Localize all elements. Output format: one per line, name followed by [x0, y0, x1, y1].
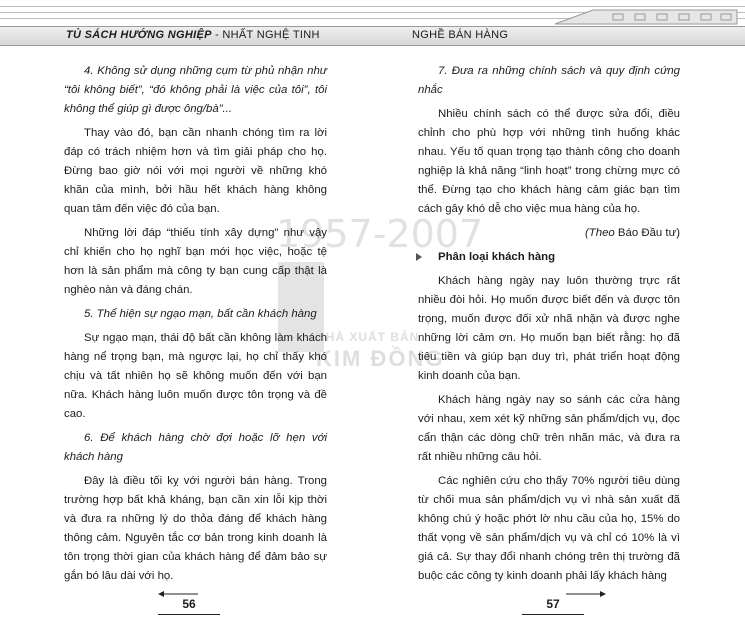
paragraph-heading: 7. Đưa ra những chính sách và quy định cứng nhắc [418, 65, 680, 96]
series-subtitle: - NHẤT NGHỆ TINH [211, 29, 320, 41]
page-number: 57 [546, 597, 560, 611]
source-name: Báo Đầu tư) [617, 227, 680, 239]
watermark-publisher-label: NHÀ XUẤT BẢN [316, 330, 420, 344]
watermark-publisher-name: KIM ĐỒNG [316, 346, 445, 371]
book-title: NGHỀ BÁN HÀNG [412, 29, 509, 41]
header-train-decoration [553, 4, 739, 26]
section-title: Phân loại khách hàng [438, 251, 556, 263]
paragraph: Sự ngạo mạn, thái độ bất cần không làm khách hàng nể trọng bạn, mà ngược lại, họ chỉ thấy khó chịu và tất nhiên họ sẽ không muốn đến với bạn nữa. Khách hàng luôn muốn được tôn trọng và đề cao. [64, 332, 327, 420]
page-number-rule [158, 614, 220, 615]
series-title [66, 27, 320, 43]
page-number-rule [522, 614, 584, 615]
paragraph-heading: 6. Để khách hàng chờ đợi hoặc lỡ hẹn với khách hàng [64, 432, 327, 463]
paragraph: Khách hàng ngày nay luôn thường trực rất nhiều đòi hỏi. Họ muốn được biết đến và được tôn trọng, muốn được đối xử nhã nhặn và được nghe những lời cảm ơn. Họ muốn bạn biết rằng: họ đã tiêu tiền và giúp bạn duy trì, phát triển hoạt động kinh doanh của bạn. [418, 275, 680, 382]
paragraph-heading: 4. Không sử dụng những cụm từ phủ nhận như “tôi không biết”, “đó không phải là việc của tôi”, tôi không thể giúp gì được ông/bà”... [64, 65, 327, 115]
source-prefix: (Theo [585, 227, 618, 239]
right-page-body [418, 62, 680, 591]
source-citation [418, 224, 680, 243]
running-header [0, 0, 745, 46]
series-name: TỦ SÁCH HƯỚNG NGHIỆP [66, 29, 212, 41]
page-number: 56 [182, 597, 196, 611]
paragraph: Những lời đáp “thiếu tính xây dựng” như vậy chỉ khiến cho họ nghĩ bạn mới học việc, hoặc tệ hơn là sản phẩm mà công ty bạn cung cấp thật là nghèo nàn và đáng chán. [64, 227, 327, 296]
triangle-bullet-icon [416, 253, 422, 261]
paragraph: Nhiều chính sách có thể được sửa đổi, điều chỉnh cho phù hợp với những tình huống khác nhau. Yếu tố quan trọng tạo thành công cho doanh nghiệp là khả năng “linh hoạt” trong chừng mực có thể. Đừng tạo cho khách hàng cảm giác bạn tìm cách gây khó dễ cho việc mua hàng của họ. [418, 108, 680, 215]
paragraph: Khách hàng ngày nay so sánh các cửa hàng với nhau, xem xét kỹ những sản phẩm/dịch vụ, đọc cẩn thận các dòng chữ trên nhãn mác, và đưa ra rất nhiều những câu hỏi. [418, 394, 680, 463]
paragraph: Các nghiên cứu cho thấy 70% người tiêu dùng từ chối mua sản phẩm/dịch vụ vì nhà sản xuất đã không chú ý hoặc phớt lờ nhu cầu của họ, 15% do thất vọng về sản phẩm/dịch vụ và chỉ có 10% là vì giá cả. Sự thay đổi nhanh chóng trên thị trường đã buộc các công ty kinh doanh phải lấy khách hàng [418, 475, 680, 582]
left-page-body [64, 62, 327, 591]
section-heading [418, 248, 680, 267]
paragraph-heading: 5. Thể hiện sự ngạo mạn, bất cần khách hàng [84, 308, 317, 320]
paragraph: Thay vào đó, bạn cần nhanh chóng tìm ra lời đáp có trách nhiệm hơn và tìm giải pháp cho họ. Đừng bao giờ nói với mọi người về những khó khăn của mình, bởi hầu hết khách hàng không quan tâm đến việc đó của bạn. [64, 127, 327, 215]
watermark-years: 1957-2007 [276, 212, 484, 256]
paragraph: Đây là điều tối kỵ với người bán hàng. Trong trường hợp bất khả kháng, bạn cần xin lỗi kịp thời và đưa ra những lý do thỏa đáng để khách hàng thông cảm. Nguyên tắc cơ bản trong kinh doanh là tôn trọng thời gian của khách hàng để đảm bảo sự gắn bó lâu dài với họ. [64, 475, 327, 582]
